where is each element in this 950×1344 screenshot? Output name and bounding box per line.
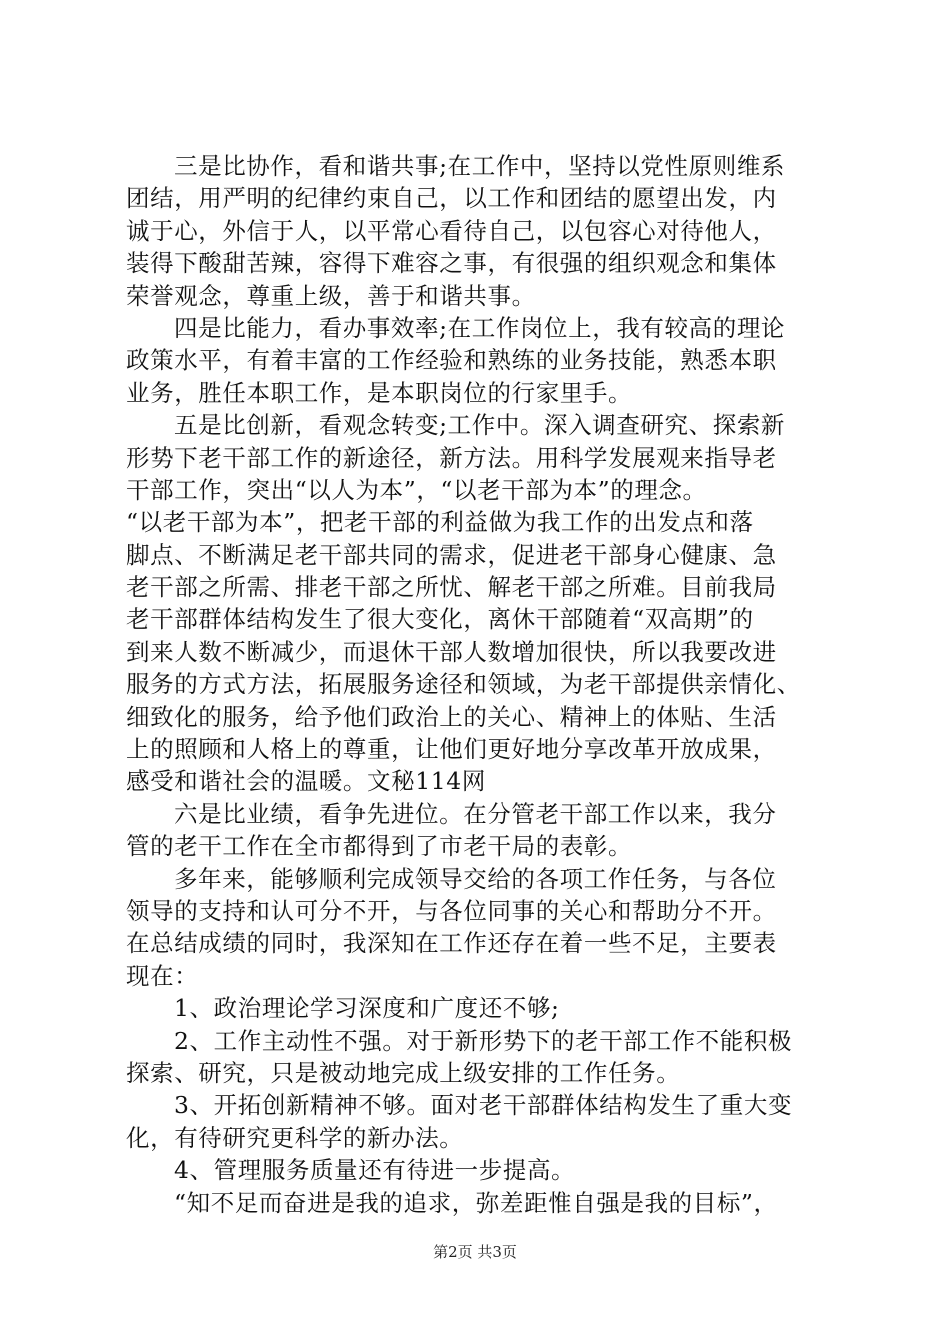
- text-line: “以老干部为本”，把老干部的利益做为我工作的出发点和落: [126, 508, 754, 537]
- text-line: 3、开拓创新精神不够。面对老干部群体结构发生了重大变: [174, 1091, 793, 1120]
- text-line: 干部工作，突出“以人为本”，“以老干部为本”的理念。: [126, 475, 707, 504]
- text-line: 团结，用严明的纪律约束自己，以工作和团结的愿望出发，内: [126, 184, 777, 213]
- text-line: 服务的方式方法，拓展服务途径和领域，为老干部提供亲情化、: [126, 670, 801, 699]
- text-line: 脚点、不断满足老干部共同的需求，促进老干部身心健康、急: [126, 540, 777, 569]
- text-line: 1、政治理论学习深度和广度还不够;: [174, 994, 560, 1023]
- page-footer: 第2页 共3页: [433, 1243, 517, 1261]
- text-line: 业务，胜任本职工作，是本职岗位的行家里手。: [126, 378, 633, 407]
- text-line: 管的老干工作在全市都得到了市老干局的表彰。: [126, 832, 633, 861]
- text-line: 4、管理服务质量还有待进一步提高。: [174, 1156, 576, 1185]
- text-line: 六是比业绩，看争先进位。在分管老干部工作以来，我分: [174, 799, 777, 828]
- text-line: 领导的支持和认可分不开，与各位同事的关心和帮助分不开。: [126, 896, 777, 925]
- text-line: 五是比创新，看观念转变;工作中。深入调查研究、探索新: [174, 411, 786, 440]
- text-line: 在总结成绩的同时，我深知在工作还存在着一些不足，主要表: [126, 929, 777, 958]
- text-line: 老干部之所需、排老干部之所忧、解老干部之所难。目前我局: [126, 573, 777, 602]
- text-line: 上的照顾和人格上的尊重，让他们更好地分享改革开放成果，: [126, 735, 777, 764]
- text-line: 政策水平，有着丰富的工作经验和熟练的业务技能，熟悉本职: [126, 346, 777, 375]
- text-line: 三是比协作，看和谐共事;在工作中，坚持以党性原则维系: [174, 152, 786, 180]
- text-line: 四是比能力，看办事效率;在工作岗位上，我有较高的理论: [174, 313, 786, 342]
- text-line: 化，有待研究更科学的新办法。: [126, 1123, 464, 1152]
- text-line: 2、工作主动性不强。对于新形势下的老干部工作不能积极: [174, 1026, 793, 1055]
- text-line: 装得下酸甜苦辣，容得下难容之事，有很强的组织观念和集体: [126, 249, 777, 278]
- text-line: 老干部群体结构发生了很大变化，离休干部随着“双高期”的: [126, 605, 754, 634]
- text-line: 现在：: [126, 961, 199, 990]
- text-line: 诚于心，外信于人，以平常心看待自己，以包容心对待他人，: [126, 216, 777, 245]
- text-line: 到来人数不断减少，而退休干部人数增加很快，所以我要改进: [126, 637, 777, 666]
- text-line: 探索、研究，只是被动地完成上级安排的工作任务。: [126, 1058, 681, 1087]
- text-line: 荣誉观念，尊重上级，善于和谐共事。: [126, 281, 536, 310]
- text-line: “知不足而奋进是我的追求，弥差距惟自强是我的目标”，: [174, 1188, 778, 1217]
- text-line: 细致化的服务，给予他们政治上的关心、精神上的体贴、生活: [126, 702, 777, 731]
- text-line: 多年来，能够顺利完成领导交给的各项工作任务，与各位: [174, 864, 777, 893]
- document-body: [126, 150, 838, 1219]
- text-line: 感受和谐社会的温暖。文秘114网: [126, 767, 486, 796]
- text-line: 形势下老干部工作的新途径，新方法。用科学发展观来指导老: [126, 443, 777, 472]
